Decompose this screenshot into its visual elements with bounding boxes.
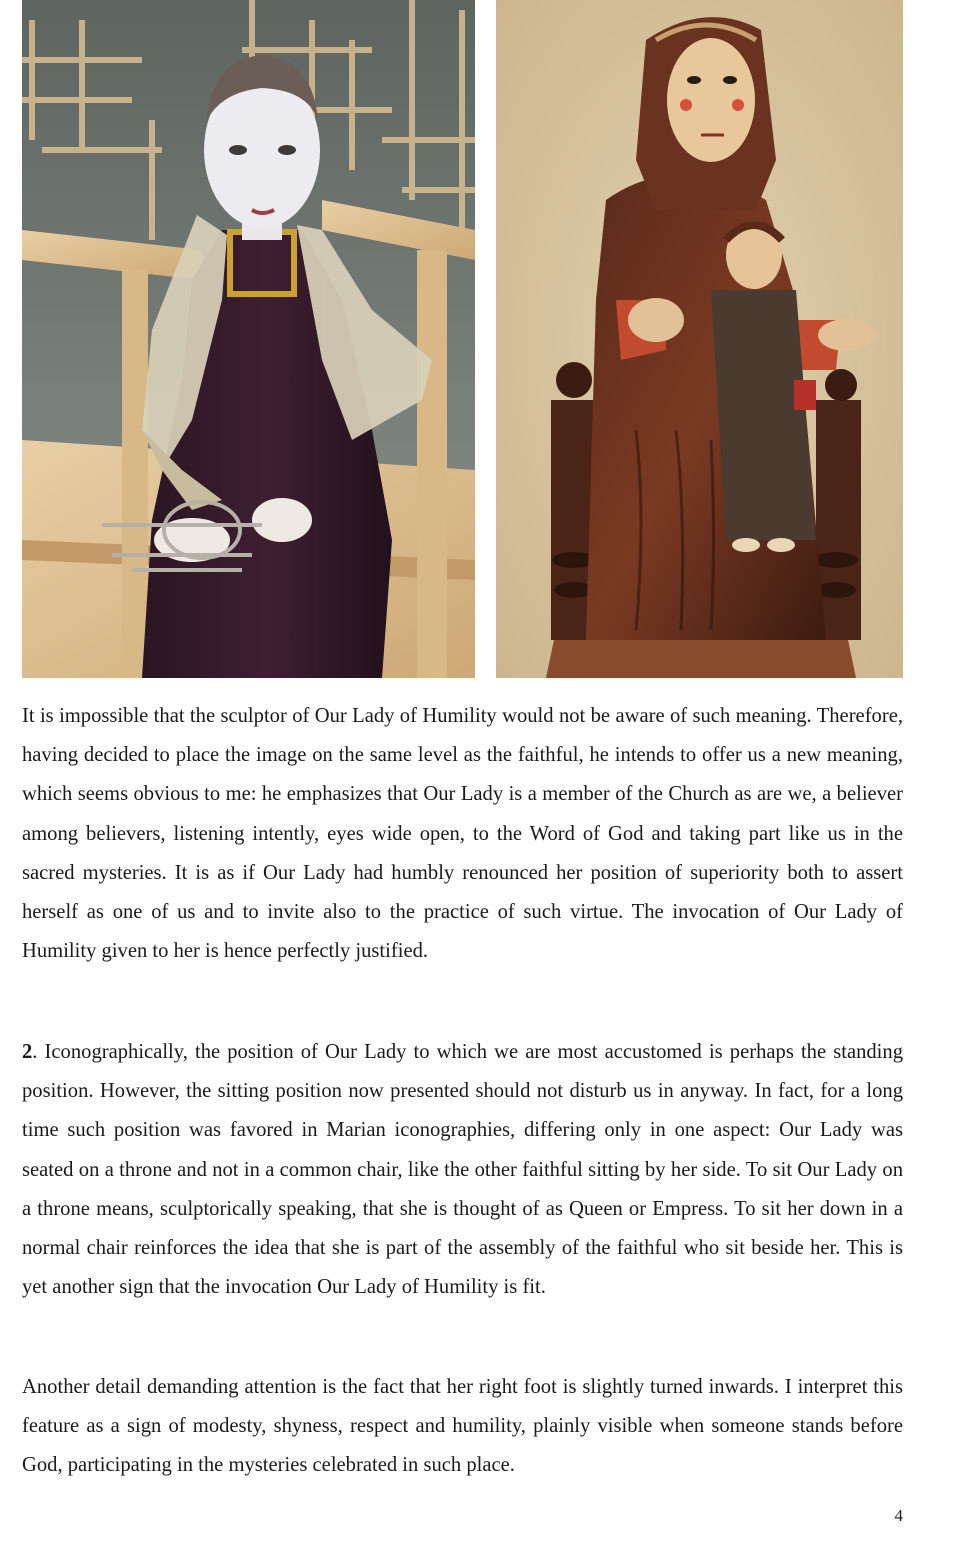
page-number: 4 [894, 1506, 903, 1525]
statue-photo-left [22, 0, 475, 678]
statue-photo-right [496, 0, 903, 678]
paragraph-sculptor-meaning: It is impossible that the sculptor of Our Lady of Humility would not be aware of such meaning. Therefore, having decided to place the image on the same level as the faithful, he intends to offer us a new meaning, which seems obvious to me: he emphasizes that Our Lady is a member of the Church as are we, a believer among believers, listening intently, eyes wide open, to the Word of God and taking part like us in the sacred mysteries. It is as if Our Lady had humbly renounced her position of superiority both to assert herself as one of us and to invite also to the practice of such virtue. The invocation of Our Lady of Humility given to her is hence perfectly justified. [22, 705, 903, 963]
paragraph-right-foot: Another detail demanding attention is the fact that her right foot is slightly turned inwards. I interpret this feature as a sign of modesty, shyness, respect and humility, plainly visible when someone stands before God, participating in the mysteries celebrated in such place. [22, 1376, 903, 1477]
section-number: 2 [22, 1041, 33, 1063]
photo-madonna-enthroned [496, 0, 903, 678]
paragraph-iconography [22, 1033, 903, 1307]
photo-our-lady-of-humility [22, 0, 475, 678]
paragraph-iconography-text: . Iconographically, the position of Our Lady to which we are most accustomed is perhaps the standing position. However, the sitting position now presented should not disturb us in anyway. In fact, for a long time such position was favored in Marian iconographies, differing only in one aspect: Our Lady was seated on a throne and not in a common chair, like the other faithful sitting by her side. To sit Our Lady on a throne means, sculptorically speaking, that she is thought of as Queen or Empress. To sit her down in a normal chair reinforces the idea that she is part of the assembly of the faithful who sit beside her. This is yet another sign that the invocation Our Lady of Humility is fit. [22, 1041, 903, 1299]
